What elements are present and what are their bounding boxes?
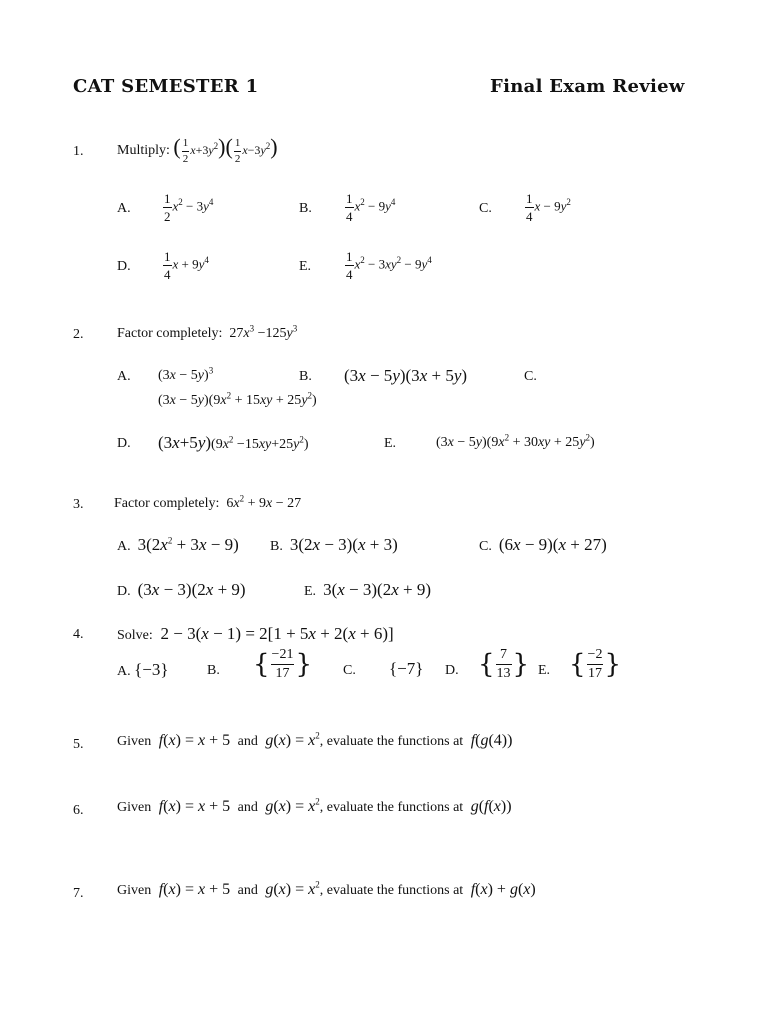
question-6-text: Given f(x) = x + 5 and $g(x) = x^2$, evaluate the functions at g(f(x)) <box>117 796 512 815</box>
question-3-prompt <box>114 493 302 512</box>
prompt-tail: , evaluate the functions at <box>319 734 464 749</box>
question-number: 4. <box>73 627 84 642</box>
question-4-expression: 2 − 3(x − 1) = 2[1 + 5x + 2(x + 6)] <box>156 624 394 643</box>
question-7-text: Given f(x) = x + 5 and $g(x) = x^2$, evaluate the functions at f(x) + g(x) <box>117 879 536 898</box>
q3-option-c[interactable]: C. (6x − 9)(x + 27) <box>479 535 607 554</box>
option-label: B. <box>270 539 283 554</box>
option-label: E. <box>384 436 397 451</box>
question-1-prompt <box>117 136 278 165</box>
and-word: and <box>237 734 258 749</box>
option-label: E. <box>299 259 312 274</box>
q4-option-d[interactable]: { $\frac{7}{13}$ } <box>478 647 530 681</box>
option-label: A. <box>117 539 131 554</box>
header-left-title: CAT SEMESTER 1 <box>73 76 259 97</box>
q4-option-c[interactable]: {−7} <box>389 659 424 678</box>
option-label: C. <box>479 201 492 216</box>
question-number: 3. <box>73 497 84 512</box>
question-number: 5. <box>73 737 84 752</box>
option-label: E. <box>304 584 317 599</box>
given-word: Given <box>117 800 152 815</box>
option-label: D. <box>117 259 131 274</box>
prompt-text: Solve: <box>117 628 153 643</box>
option-label: D. <box>445 663 459 678</box>
option-label: E. <box>538 663 551 678</box>
option-label: B. <box>299 201 312 216</box>
option-label: A. <box>117 664 131 679</box>
prompt-tail: , evaluate the functions at <box>319 800 464 815</box>
option-label: B. <box>299 369 312 384</box>
q1-option-e[interactable]: $\frac{1}{4}$ $x^2 - 3xy^2 - 9y^4$ <box>346 249 432 282</box>
q1-option-a[interactable]: $\frac{1}{2}$ $x^2 - 3y^4$ <box>164 191 214 224</box>
and-word: and <box>237 883 258 898</box>
prompt-tail: , evaluate the functions at <box>319 883 464 898</box>
prompt-text: Factor completely: <box>117 326 223 341</box>
option-label: A. <box>117 369 131 384</box>
option-label: B. <box>207 663 220 678</box>
question-number: 7. <box>73 886 84 901</box>
question-number: 1. <box>73 144 84 159</box>
option-label: D. <box>117 436 131 451</box>
q3-option-a[interactable]: A. $3(2x^2 + 3x - 9)$ <box>117 535 239 554</box>
question-number: 2. <box>73 327 84 342</box>
option-label: C. <box>343 663 356 678</box>
q1-option-b[interactable]: $\frac{1}{4}$ $x^2 - 9y^4$ <box>346 191 396 224</box>
question-number: 6. <box>73 803 84 818</box>
prompt-text: Multiply: <box>117 143 170 158</box>
question-1-expression: ( $\frac{1}{2}$ $x+3y^2$)( $\frac{1}{2}$ $x-3y^2$) <box>173 134 278 165</box>
question-2-prompt <box>117 323 298 342</box>
q2-option-c[interactable]: $(3x - 5y)(9x^2 + 15xy + 25y^2)$ <box>158 390 317 408</box>
question-3-expression: $6x^2 + 9x - 27$ <box>222 493 302 511</box>
question-4-prompt <box>117 624 394 644</box>
q4-option-b[interactable]: { $\frac{-21}{17}$ } <box>253 647 312 681</box>
given-word: Given <box>117 734 152 749</box>
prompt-text: Factor completely: <box>114 496 220 511</box>
question-5-text: Given f(x) = x + 5 and $g(x) = x^2$, evaluate the functions at f(g(4)) <box>117 730 513 749</box>
q2-option-b[interactable]: (3x − 5y)(3x + 5y) <box>344 366 468 385</box>
given-word: Given <box>117 883 152 898</box>
header-right-title: Final Exam Review <box>490 76 685 97</box>
option-label: C. <box>524 369 537 384</box>
option-label: D. <box>117 584 131 599</box>
q3-option-e[interactable]: E. 3(x − 3)(2x + 9) <box>304 580 431 599</box>
option-label: A. <box>117 201 131 216</box>
and-word: and <box>237 800 258 815</box>
q4-option-e[interactable]: { $\frac{-2}{17}$ } <box>569 647 621 681</box>
q1-option-c[interactable]: $\frac{1}{4}$ $x - 9y^2$ <box>526 191 571 224</box>
q4-option-a[interactable]: A. {−3} <box>117 660 169 679</box>
q3-option-d[interactable]: D. (3x − 3)(2x + 9) <box>117 580 246 599</box>
option-label: C. <box>479 539 492 554</box>
question-2-expression: $27x^3 -125y^3$ <box>225 323 298 341</box>
q2-option-e[interactable]: $(3x - 5y)(9x^2 + 30xy + 25y^2)$ <box>436 432 595 450</box>
q2-option-d[interactable]: $(3x+5y)(9x^2 -15xy+25y^2)$ <box>158 433 309 452</box>
q2-option-a[interactable]: $(3x - 5y)^3$ <box>158 365 214 383</box>
q1-option-d[interactable]: $\frac{1}{4}$ $x + 9y^4$ <box>164 249 209 282</box>
q3-option-b[interactable]: B. 3(2x − 3)(x + 3) <box>270 535 398 554</box>
